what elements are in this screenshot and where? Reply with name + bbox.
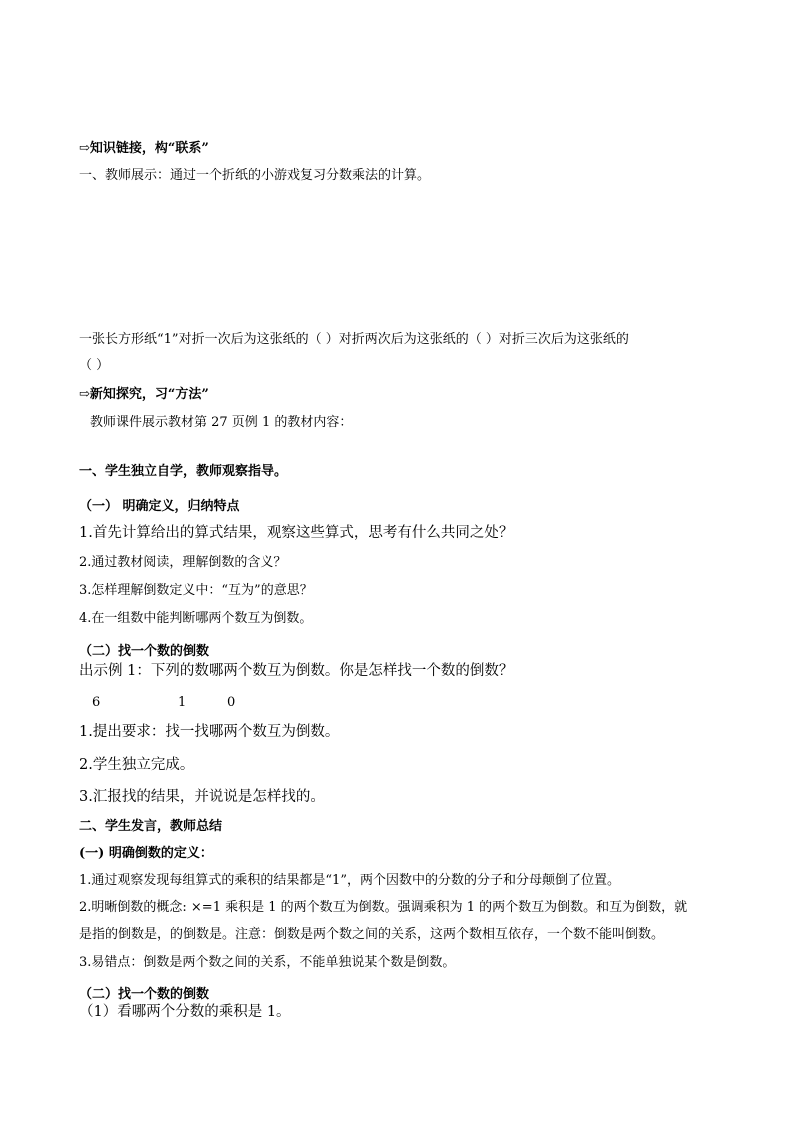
example-number: 0 — [227, 695, 236, 710]
sub1-item: 2.通过教材阅读，理解倒数的含义？ — [79, 555, 287, 570]
sub1-title: （一） 明确定义，归纳特点 — [79, 499, 240, 514]
example-number: 1 — [178, 695, 187, 710]
demo-line: 一、教师展示：通过一个折纸的小游戏复习分数乘法的计算。 — [79, 168, 431, 183]
courseware-line: 教师课件展示教材第 27 页例 1 的教材内容： — [90, 415, 353, 430]
sub4-title: （二）找一个数的倒数 — [79, 987, 210, 1002]
sub3-item: 是指的倒数是，的倒数是。注意：倒数是两个数之间的关系，这两个数相互依存，一个数不能叫倒数。 — [79, 927, 665, 942]
sub3-item: 1.通过观察发现每组算式的乘积的结果都是“1”，两个因数中的分数的分子和分母颠倒了位置。 — [79, 873, 620, 888]
sub2-item: 2.学生独立完成。 — [79, 757, 195, 773]
sub2-item: 3.汇报找的结果，并说说是怎样找的。 — [79, 789, 325, 805]
sub2-title: （二）找一个数的倒数 — [79, 644, 210, 659]
sub1-item: 1.首先计算给出的算式结果，观察这些算式，思考有什么共同之处？ — [79, 525, 514, 541]
explore-header: ⇨新知探究，习“方法” — [79, 387, 209, 402]
example-number: 6 — [92, 695, 101, 710]
sub4-item: （1）看哪两个分数的乘积是 1。 — [79, 1004, 291, 1020]
part1-title: 一、学生独立自学，教师观察指导。 — [79, 464, 288, 479]
sub2-item: 1.提出要求：找一找哪两个数互为倒数。 — [79, 724, 340, 740]
part2-title: 二、学生发言，教师总结 — [79, 819, 223, 834]
sub3-item: 2.明晰倒数的概念: ×=1 乘积是 1 的两个数互为倒数。强调乘积为 1 的两个数互为倒数。和互为倒数，就 — [79, 900, 688, 915]
link-header: ⇨知识链接，构“联系” — [79, 141, 209, 156]
sub3-title: (一) 明确倒数的定义： — [79, 846, 213, 861]
sub1-item: 3.怎样理解倒数定义中：“互为”的意思？ — [79, 583, 313, 598]
fold-line-2: （ ） — [79, 358, 110, 373]
fold-line-1: 一张长方形纸“1”对折一次后为这张纸的（ ）对折两次后为这张纸的（ ）对折三次后为这张纸的 — [79, 332, 629, 347]
sub3-item: 3.易错点：倒数是两个数之间的关系，不能单独说某个数是倒数。 — [79, 955, 456, 970]
example-numbers — [92, 694, 235, 712]
example-line: 出示例 1：下列的数哪两个数互为倒数。你是怎样找一个数的倒数？ — [79, 663, 514, 679]
sub1-item: 4.在一组数中能判断哪两个数互为倒数。 — [79, 611, 313, 626]
